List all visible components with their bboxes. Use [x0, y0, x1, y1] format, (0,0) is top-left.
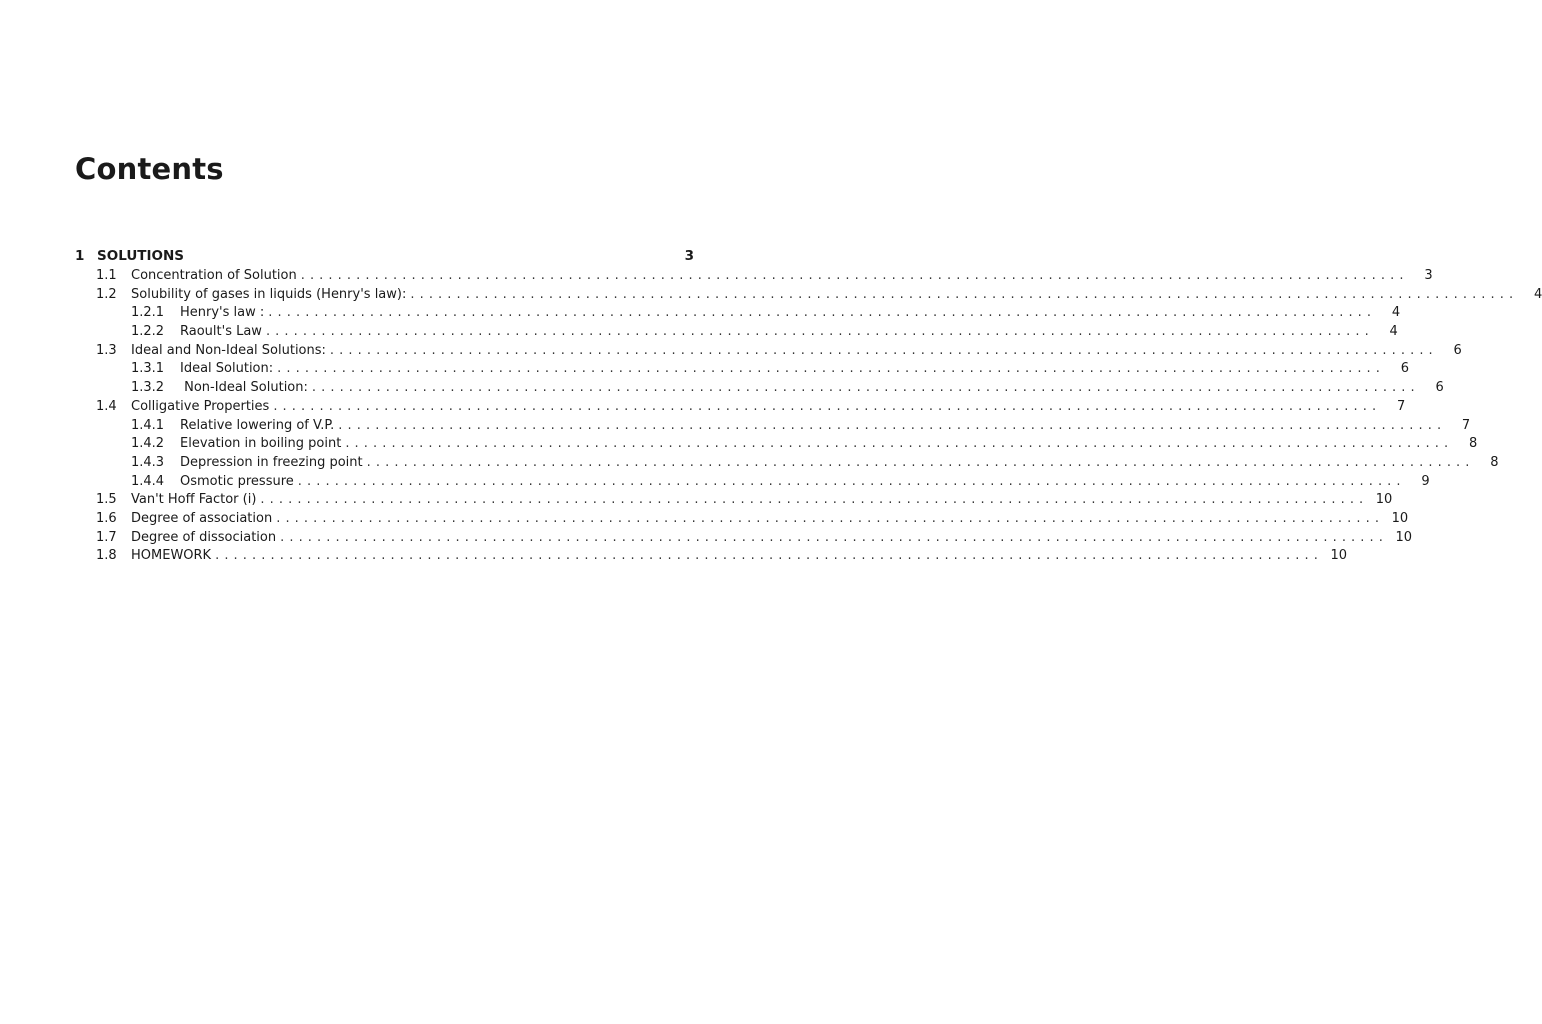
toc-section-row[interactable] — [75, 286, 1542, 306]
toc-leader-dots: ........................................................................................................................ — [300, 268, 1409, 283]
toc-entry-number: 1.3 — [96, 342, 117, 358]
toc-entry-number: 1.4 — [96, 398, 117, 414]
toc-entry-title: Degree of dissociation — [131, 529, 277, 545]
toc-entry-title: Relative lowering of V.P. — [180, 417, 335, 433]
toc-section-row[interactable] — [75, 342, 1462, 362]
toc-entry-title: Degree of association — [131, 510, 273, 526]
toc-chapter-page: 3 — [684, 248, 694, 264]
toc-entry-title: Depression in freezing point — [180, 454, 363, 470]
toc-entry-title: Ideal and Non-Ideal Solutions: — [131, 342, 326, 358]
toc-entry-number: 1.3.1 — [131, 361, 165, 377]
toc-entry-page: 8 — [1468, 436, 1478, 452]
toc-entry-page: 4 — [1389, 324, 1398, 340]
toc-subsection-row[interactable] — [75, 324, 1398, 343]
toc-entry-page: 3 — [1424, 268, 1433, 283]
table-of-contents — [75, 248, 1542, 567]
toc-entry-page: 6 — [1400, 361, 1410, 377]
toc-entry-title: Van't Hoff Factor (i) — [131, 492, 257, 508]
toc-entry-title: Solubility of gases in liquids (Henry's law): — [131, 286, 407, 302]
toc-leader-dots: ........................................................................................................................ — [277, 361, 1386, 377]
toc-section-row[interactable] — [75, 268, 1433, 287]
toc-subsection-row[interactable] — [75, 473, 1430, 493]
toc-entry-number: 1.4.4 — [131, 473, 165, 489]
toc-entry-page: 9 — [1421, 473, 1430, 489]
toc-leader-dots: ........................................................................................................................ — [280, 529, 1388, 545]
toc-leader-dots: ........................................................................................................................ — [338, 417, 1447, 433]
toc-section-row[interactable] — [75, 492, 1393, 511]
toc-entry-page: 8 — [1490, 454, 1499, 470]
toc-entry-title: Concentration of Solution — [131, 268, 297, 283]
toc-leader-dots: ........................................................................................................................ — [265, 324, 1374, 340]
toc-section-row[interactable] — [75, 510, 1409, 530]
toc-entry-title: Henry's law : — [180, 305, 265, 321]
toc-entry-number: 1.7 — [96, 529, 117, 545]
toc-leader-dots: ........................................................................................................................ — [260, 492, 1369, 508]
toc-entry-title: Colligative Properties — [131, 398, 270, 414]
toc-entry-number: 1.5 — [96, 492, 117, 508]
toc-entry-number: 1.1 — [96, 268, 117, 283]
toc-entries — [75, 268, 1542, 567]
toc-entry-number: 1.4.1 — [131, 417, 165, 433]
toc-entry-number: 1.2.2 — [131, 324, 165, 340]
toc-entry-number: 1.4.3 — [131, 454, 165, 470]
toc-leader-dots: ........................................................................................................................ — [329, 342, 1438, 358]
toc-leader-dots: ........................................................................................................................ — [268, 305, 1377, 321]
toc-section-row[interactable] — [75, 548, 1347, 567]
toc-subsection-row[interactable] — [75, 380, 1444, 399]
page-title: Contents — [75, 152, 224, 186]
toc-entry-page: 6 — [1435, 380, 1444, 396]
toc-leader-dots: ........................................................................................................................ — [345, 436, 1454, 452]
toc-entry-page: 10 — [1330, 548, 1347, 564]
toc-leader-dots: ........................................................................................................................ — [273, 398, 1382, 414]
toc-chapter-number: 1 — [75, 248, 85, 264]
toc-leader-dots: ........................................................................................................................ — [276, 510, 1385, 526]
toc-entry-page: 10 — [1391, 510, 1409, 526]
toc-entry-number: 1.8 — [96, 548, 117, 564]
toc-subsection-row[interactable] — [75, 454, 1499, 474]
toc-leader-dots: ........................................................................................................................ — [366, 454, 1475, 470]
toc-section-row[interactable] — [75, 529, 1412, 549]
toc-entry-number: 1.2 — [96, 286, 117, 302]
toc-entry-page: 4 — [1533, 286, 1542, 302]
toc-entry-title: Osmotic pressure — [180, 473, 294, 489]
toc-section-row[interactable] — [75, 398, 1406, 418]
toc-subsection-row[interactable] — [75, 305, 1401, 324]
toc-entry-page: 7 — [1396, 398, 1406, 414]
toc-subsection-row[interactable] — [75, 361, 1410, 380]
toc-entry-number: 1.2.1 — [131, 305, 165, 321]
toc-chapter-row[interactable] — [75, 248, 694, 268]
toc-entry-page: 7 — [1461, 417, 1471, 433]
toc-entry-number: 1.3.2 — [131, 380, 165, 396]
toc-entry-title: Non-Ideal Solution: — [180, 380, 308, 396]
toc-leader-dots: ........................................................................................................................ — [311, 380, 1420, 396]
toc-subsection-row[interactable] — [75, 436, 1478, 455]
toc-entry-title: HOMEWORK — [131, 548, 212, 564]
toc-entry-title: Ideal Solution: — [180, 361, 274, 377]
toc-entry-page: 10 — [1395, 529, 1412, 545]
toc-entry-number: 1.4.2 — [131, 436, 165, 452]
toc-entry-title: Raoult's Law — [180, 324, 262, 340]
toc-entry-page: 10 — [1375, 492, 1393, 508]
toc-leader-dots: ........................................................................................................................ — [215, 548, 1323, 564]
toc-entry-page: 6 — [1453, 342, 1462, 358]
toc-subsection-row[interactable] — [75, 417, 1471, 437]
toc-leader-dots: ........................................................................................................................ — [297, 473, 1406, 489]
toc-entry-page: 4 — [1391, 305, 1401, 321]
toc-entry-title: Elevation in boiling point — [180, 436, 342, 452]
toc-chapter-title: SOLUTIONS — [97, 248, 185, 264]
toc-leader-dots: ........................................................................................................................ — [410, 286, 1519, 302]
toc-entry-number: 1.6 — [96, 510, 117, 526]
